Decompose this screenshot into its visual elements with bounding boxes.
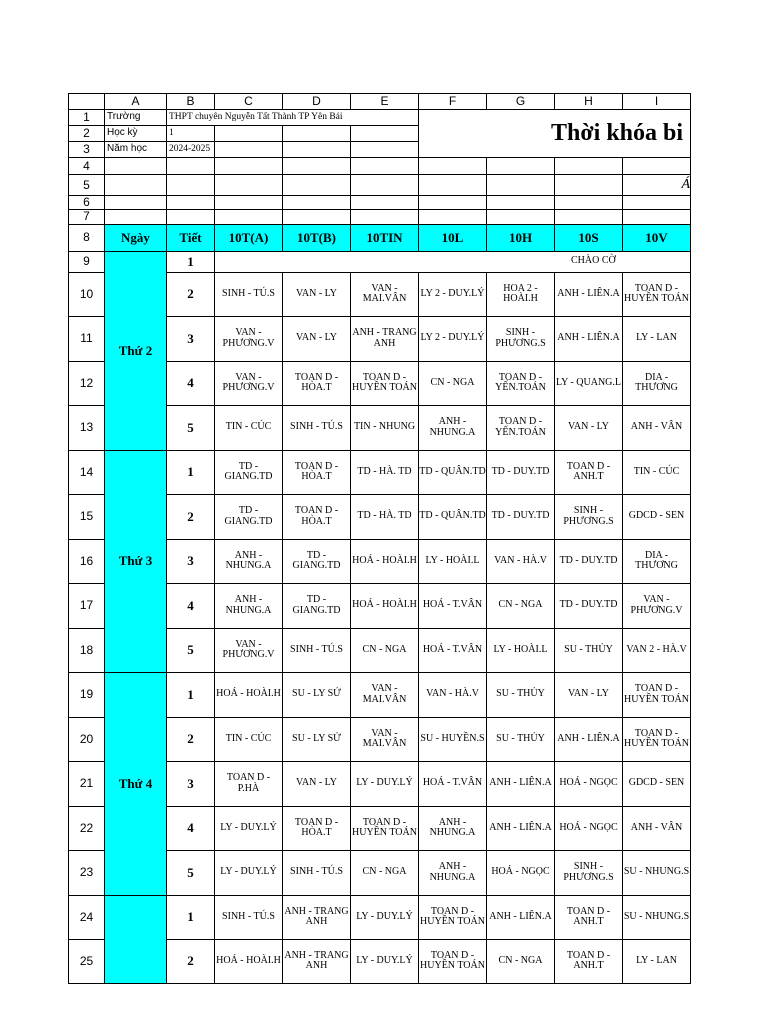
lesson-cell[interactable]: LY - DUY.LÝ — [215, 806, 283, 850]
lesson-cell[interactable]: TOAN D - HUYỀN TOÁN — [623, 672, 691, 717]
lesson-cell[interactable]: TOAN D - HUYỀN TOÁN — [419, 895, 487, 939]
cell[interactable] — [215, 175, 283, 196]
cell[interactable] — [105, 196, 167, 210]
row-number[interactable]: 17 — [69, 583, 105, 628]
blank-row — [69, 158, 691, 175]
lesson-cell[interactable]: LY 2 - DUY.LÝ — [419, 272, 487, 316]
lesson-cell[interactable]: TD - GIANG.TD — [283, 583, 351, 628]
period-cell[interactable]: 1 — [167, 450, 215, 494]
lesson-cell[interactable]: VAN - HÀ.V — [419, 672, 487, 717]
row-number[interactable]: 23 — [69, 850, 105, 895]
cell[interactable] — [419, 196, 487, 210]
table-row — [69, 450, 691, 494]
lesson-cell[interactable]: LY 2 - DUY.LÝ — [419, 316, 487, 361]
row-number[interactable]: 25 — [69, 939, 105, 983]
lesson-cell[interactable]: LY - HOÀI.L — [487, 628, 555, 672]
class-column-header[interactable]: 10T(A) — [215, 224, 283, 251]
column-header-i[interactable]: I — [623, 94, 691, 110]
cell[interactable] — [555, 158, 623, 175]
cell[interactable] — [623, 196, 691, 210]
lesson-cell[interactable]: VAN - PHƯƠNG.V — [215, 316, 283, 361]
period-cell[interactable]: 5 — [167, 628, 215, 672]
lesson-cell[interactable]: SINH - PHƯƠNG.S — [555, 850, 623, 895]
table-row — [69, 251, 691, 272]
row-number[interactable]: 10 — [69, 272, 105, 316]
lesson-cell[interactable]: ANH - VÂN — [623, 806, 691, 850]
class-column-header[interactable]: 10H — [487, 224, 555, 251]
lesson-cell[interactable]: HOÁ - NGỌC — [487, 850, 555, 895]
row-number[interactable]: 16 — [69, 539, 105, 583]
day-cell[interactable]: Thứ 4 — [105, 672, 167, 895]
lesson-cell[interactable]: TD - GIANG.TD — [283, 539, 351, 583]
row-number[interactable]: 22 — [69, 806, 105, 850]
row-number[interactable]: 5 — [69, 175, 105, 196]
column-header-a[interactable]: A — [105, 94, 167, 110]
blank-row — [69, 196, 691, 210]
lesson-cell[interactable]: VAN - MAI.VÂN — [351, 717, 419, 761]
class-column-header[interactable]: 10V — [623, 224, 691, 251]
period-cell[interactable]: 1 — [167, 672, 215, 717]
cell[interactable] — [555, 209, 623, 224]
school-name[interactable]: THPT chuyên Nguyễn Tất Thành TP Yên Bái — [167, 110, 419, 126]
cell[interactable] — [351, 175, 419, 196]
cell[interactable] — [215, 126, 283, 142]
lesson-cell[interactable]: TD - HÀ. TD — [351, 450, 419, 494]
lesson-cell[interactable]: VAN - PHƯƠNG.V — [623, 583, 691, 628]
cell[interactable] — [215, 142, 283, 158]
column-header-e[interactable]: E — [351, 94, 419, 110]
info-row — [69, 110, 691, 126]
lesson-cell[interactable]: CN - NGA — [351, 850, 419, 895]
lesson-cell[interactable]: DIA - THƯƠNG — [623, 361, 691, 405]
cell[interactable] — [283, 158, 351, 175]
cell[interactable] — [167, 158, 215, 175]
lesson-cell[interactable]: TD - DUY.TD — [555, 583, 623, 628]
lesson-cell[interactable]: VAN 2 - HÀ.V — [623, 628, 691, 672]
table-row — [69, 895, 691, 939]
lesson-cell[interactable]: LY - LAN — [623, 316, 691, 361]
cell[interactable] — [351, 196, 419, 210]
blank-row — [69, 175, 691, 196]
lesson-cell[interactable]: TD - DUY.TD — [487, 450, 555, 494]
lesson-cell[interactable]: LY - DUY.LÝ — [351, 939, 419, 983]
school-year-label[interactable]: Năm học — [105, 142, 167, 158]
lesson-cell[interactable]: SU - THỦY — [487, 672, 555, 717]
lesson-cell[interactable]: SU - NHUNG.S — [623, 895, 691, 939]
cell[interactable] — [487, 209, 555, 224]
lesson-cell[interactable]: TIN - NHUNG — [351, 405, 419, 450]
school-label[interactable]: Trường — [105, 110, 167, 126]
period-cell[interactable]: 1 — [167, 251, 215, 272]
lesson-cell[interactable]: SU - LY SỬ — [283, 672, 351, 717]
row-number[interactable]: 18 — [69, 628, 105, 672]
lesson-cell[interactable]: HOÁ - HOÀI.H — [215, 672, 283, 717]
period-cell[interactable]: 3 — [167, 539, 215, 583]
row-number[interactable]: 21 — [69, 761, 105, 806]
flag-ceremony-cell[interactable]: CHÀO CỜ — [215, 251, 691, 272]
period-cell[interactable]: 4 — [167, 361, 215, 405]
lesson-cell[interactable]: SINH - TÚ.S — [283, 628, 351, 672]
lesson-cell[interactable]: LY - DUY.LÝ — [351, 761, 419, 806]
cell[interactable] — [105, 175, 167, 196]
lesson-cell[interactable]: HOÁ - T.VÂN — [419, 628, 487, 672]
day-column-header[interactable]: Ngày — [105, 224, 167, 251]
cell[interactable] — [419, 175, 487, 196]
lesson-cell[interactable]: TOAN D - HÒA.T — [283, 806, 351, 850]
cell[interactable] — [105, 158, 167, 175]
semester-value[interactable]: 1 — [167, 126, 215, 142]
cell[interactable] — [351, 209, 419, 224]
row-number[interactable]: 8 — [69, 224, 105, 251]
cell[interactable] — [623, 209, 691, 224]
row-number[interactable]: 9 — [69, 251, 105, 272]
timetable-grid — [68, 93, 691, 984]
class-column-header[interactable]: 10TIN — [351, 224, 419, 251]
lesson-cell[interactable]: TOAN D - HÒA.T — [283, 494, 351, 539]
lesson-cell[interactable]: TD - QUÂN.TD — [419, 494, 487, 539]
column-header-d[interactable]: D — [283, 94, 351, 110]
lesson-cell[interactable]: TIN - CÚC — [215, 717, 283, 761]
lesson-cell[interactable]: GDCD - SEN — [623, 494, 691, 539]
lesson-cell[interactable]: SINH - TÚ.S — [215, 895, 283, 939]
row-number[interactable]: 3 — [69, 142, 105, 158]
lesson-cell[interactable]: TOAN D - HUYỀN TOÁN — [623, 272, 691, 316]
lesson-cell[interactable]: TOAN D - P.HÀ — [215, 761, 283, 806]
lesson-cell[interactable]: LY - LAN — [623, 939, 691, 983]
row-number[interactable]: 11 — [69, 316, 105, 361]
lesson-cell[interactable]: ANH - LIÊN.A — [555, 272, 623, 316]
lesson-cell[interactable]: TOAN D - HÒA.T — [283, 361, 351, 405]
cell[interactable] — [167, 209, 215, 224]
cell[interactable] — [167, 175, 215, 196]
lesson-cell[interactable]: SINH - TÚ.S — [283, 405, 351, 450]
lesson-cell[interactable]: ANH - NHUNG.A — [215, 583, 283, 628]
lesson-cell[interactable]: ANH - LIÊN.A — [487, 806, 555, 850]
lesson-cell[interactable]: LY - QUANG.L — [555, 361, 623, 405]
lesson-cell[interactable]: TOAN D - ANH.T — [555, 450, 623, 494]
period-cell[interactable]: 3 — [167, 761, 215, 806]
table-row — [69, 672, 691, 717]
period-column-header[interactable]: Tiết — [167, 224, 215, 251]
lesson-cell[interactable]: SU - LY SỬ — [283, 717, 351, 761]
applies-date-text[interactable]: Á — [623, 175, 691, 196]
lesson-cell[interactable]: ANH - NHUNG.A — [419, 850, 487, 895]
period-cell[interactable]: 5 — [167, 405, 215, 450]
row-number[interactable]: 7 — [69, 209, 105, 224]
period-cell[interactable]: 2 — [167, 717, 215, 761]
period-cell[interactable]: 1 — [167, 895, 215, 939]
lesson-cell[interactable]: VAN - PHƯƠNG.V — [215, 361, 283, 405]
lesson-cell[interactable]: HOA 2 - HOÀI.H — [487, 272, 555, 316]
lesson-cell[interactable]: LY - DUY.LÝ — [351, 895, 419, 939]
lesson-cell[interactable]: ANH - NHUNG.A — [215, 539, 283, 583]
cell[interactable] — [487, 175, 555, 196]
lesson-cell[interactable]: HOÁ - NGỌC — [555, 761, 623, 806]
lesson-cell[interactable]: HOÁ - NGỌC — [555, 806, 623, 850]
lesson-cell[interactable]: VAN - MAI.VÂN — [351, 672, 419, 717]
lesson-cell[interactable]: TOAN D - YẾN.TOÁN — [487, 361, 555, 405]
lesson-cell[interactable]: VAN - MAI.VÂN — [351, 272, 419, 316]
select-all-corner[interactable] — [69, 94, 105, 110]
lesson-cell[interactable]: VAN - LY — [555, 405, 623, 450]
day-cell[interactable]: Thứ 2 — [105, 251, 167, 450]
lesson-cell[interactable]: CN - NGA — [487, 939, 555, 983]
cell[interactable] — [419, 158, 487, 175]
lesson-cell[interactable]: HOÁ - T.VÂN — [419, 761, 487, 806]
cell[interactable] — [283, 196, 351, 210]
semester-label[interactable]: Học kỳ — [105, 126, 167, 142]
column-header-h[interactable]: H — [555, 94, 623, 110]
lesson-cell[interactable]: VAN - LY — [283, 761, 351, 806]
row-number[interactable]: 20 — [69, 717, 105, 761]
period-cell[interactable]: 4 — [167, 583, 215, 628]
class-column-header[interactable]: 10T(B) — [283, 224, 351, 251]
lesson-cell[interactable]: GDCD - SEN — [623, 761, 691, 806]
cell[interactable] — [105, 209, 167, 224]
lesson-cell[interactable]: VAN - LY — [283, 272, 351, 316]
lesson-cell[interactable]: ANH - LIÊN.A — [487, 895, 555, 939]
cell[interactable] — [555, 196, 623, 210]
lesson-cell[interactable]: TD - DUY.TD — [487, 494, 555, 539]
lesson-cell[interactable]: VAN - LY — [283, 316, 351, 361]
lesson-cell[interactable]: ANH - VÂN — [623, 405, 691, 450]
lesson-cell[interactable]: TOAN D - HUYỀN TOÁN — [419, 939, 487, 983]
lesson-cell[interactable]: SINH - TÚ.S — [215, 272, 283, 316]
period-cell[interactable]: 3 — [167, 316, 215, 361]
row-number[interactable]: 13 — [69, 405, 105, 450]
cell[interactable] — [623, 158, 691, 175]
column-header-row — [69, 94, 691, 110]
lesson-cell[interactable]: VAN - HÀ.V — [487, 539, 555, 583]
lesson-cell[interactable]: TD - GIANG.TD — [215, 450, 283, 494]
lesson-cell[interactable]: SU - NHUNG.S — [623, 850, 691, 895]
school-year-value[interactable]: 2024-2025 — [167, 142, 215, 158]
cell[interactable] — [351, 126, 419, 142]
cell[interactable] — [487, 158, 555, 175]
lesson-cell[interactable]: SINH - PHƯƠNG.S — [555, 494, 623, 539]
lesson-cell[interactable]: HOÁ - HOÀI.H — [351, 583, 419, 628]
lesson-cell[interactable]: ANH - LIÊN.A — [555, 316, 623, 361]
row-number[interactable]: 6 — [69, 196, 105, 210]
cell[interactable] — [283, 209, 351, 224]
timetable-title[interactable]: Thời khóa bi — [419, 110, 691, 158]
lesson-cell[interactable]: SU - THỦY — [555, 628, 623, 672]
row-number[interactable]: 12 — [69, 361, 105, 405]
lesson-cell[interactable]: TOAN D - HUYỀN TOÁN — [623, 717, 691, 761]
lesson-cell[interactable]: TD - GIANG.TD — [215, 494, 283, 539]
cell[interactable] — [283, 126, 351, 142]
lesson-cell[interactable]: LY - DUY.LÝ — [215, 850, 283, 895]
lesson-cell[interactable]: ANH - TRANG ANH — [283, 939, 351, 983]
day-cell[interactable]: Thứ 3 — [105, 450, 167, 672]
lesson-cell[interactable]: CN - NGA — [487, 583, 555, 628]
cell[interactable] — [351, 142, 419, 158]
cell[interactable] — [283, 142, 351, 158]
lesson-cell[interactable]: SINH - TÚ.S — [283, 850, 351, 895]
lesson-cell[interactable]: SINH - PHƯƠNG.S — [487, 316, 555, 361]
lesson-cell[interactable]: ANH - LIÊN.A — [487, 761, 555, 806]
lesson-cell[interactable]: DIA - THƯƠNG — [623, 539, 691, 583]
column-header-f[interactable]: F — [419, 94, 487, 110]
row-number[interactable]: 2 — [69, 126, 105, 142]
lesson-cell[interactable]: ANH - TRANG ANH — [351, 316, 419, 361]
lesson-cell[interactable]: LY - HOÀI.L — [419, 539, 487, 583]
row-number[interactable]: 14 — [69, 450, 105, 494]
timetable-header-row — [69, 224, 691, 251]
lesson-cell[interactable]: HOÁ - HOÀI.H — [215, 939, 283, 983]
period-cell[interactable]: 2 — [167, 494, 215, 539]
cell[interactable] — [419, 209, 487, 224]
lesson-cell[interactable]: TOAN D - HUYỀN TOÁN — [351, 806, 419, 850]
lesson-cell[interactable]: ANH - NHUNG.A — [419, 405, 487, 450]
lesson-cell[interactable]: CN - NGA — [419, 361, 487, 405]
lesson-cell[interactable]: VAN - LY — [555, 672, 623, 717]
cell[interactable] — [215, 196, 283, 210]
row-number[interactable]: 19 — [69, 672, 105, 717]
lesson-cell[interactable]: ANH - NHUNG.A — [419, 806, 487, 850]
lesson-cell[interactable]: ANH - TRANG ANH — [283, 895, 351, 939]
cell[interactable] — [215, 158, 283, 175]
cell[interactable] — [167, 196, 215, 210]
lesson-cell[interactable]: ANH - LIÊN.A — [555, 717, 623, 761]
lesson-cell[interactable]: SU - THỦY — [487, 717, 555, 761]
cell[interactable] — [487, 196, 555, 210]
cell[interactable] — [351, 158, 419, 175]
lesson-cell[interactable]: TIN - CÚC — [623, 450, 691, 494]
period-cell[interactable]: 2 — [167, 939, 215, 983]
period-cell[interactable]: 2 — [167, 272, 215, 316]
lesson-cell[interactable]: TOAN D - YẾN.TOÁN — [487, 405, 555, 450]
lesson-cell[interactable]: HOÁ - HOÀI.H — [351, 539, 419, 583]
column-header-c[interactable]: C — [215, 94, 283, 110]
class-column-header[interactable]: 10L — [419, 224, 487, 251]
lesson-cell[interactable]: VAN - PHƯƠNG.V — [215, 628, 283, 672]
lesson-cell[interactable]: TOAN D - ANH.T — [555, 939, 623, 983]
class-column-header[interactable]: 10S — [555, 224, 623, 251]
cell[interactable] — [283, 175, 351, 196]
lesson-cell[interactable]: TOAN D - HUYỀN TOÁN — [351, 361, 419, 405]
lesson-cell[interactable]: CN - NGA — [351, 628, 419, 672]
cell[interactable] — [215, 209, 283, 224]
blank-row — [69, 209, 691, 224]
column-header-g[interactable]: G — [487, 94, 555, 110]
lesson-cell[interactable]: TD - QUÂN.TD — [419, 450, 487, 494]
row-number[interactable]: 4 — [69, 158, 105, 175]
lesson-cell[interactable]: TOAN D - ANH.T — [555, 895, 623, 939]
lesson-cell[interactable]: TIN - CÚC — [215, 405, 283, 450]
period-cell[interactable]: 4 — [167, 806, 215, 850]
row-number[interactable]: 24 — [69, 895, 105, 939]
lesson-cell[interactable]: HOÁ - T.VÂN — [419, 583, 487, 628]
cell[interactable] — [555, 175, 623, 196]
lesson-cell[interactable]: TD - HÀ. TD — [351, 494, 419, 539]
lesson-cell[interactable]: TOAN D - HÒA.T — [283, 450, 351, 494]
row-number[interactable]: 1 — [69, 110, 105, 126]
period-cell[interactable]: 5 — [167, 850, 215, 895]
lesson-cell[interactable]: TD - DUY.TD — [555, 539, 623, 583]
lesson-cell[interactable]: SU - HUYỀN.S — [419, 717, 487, 761]
column-header-b[interactable]: B — [167, 94, 215, 110]
day-cell[interactable] — [105, 895, 167, 983]
row-number[interactable]: 15 — [69, 494, 105, 539]
